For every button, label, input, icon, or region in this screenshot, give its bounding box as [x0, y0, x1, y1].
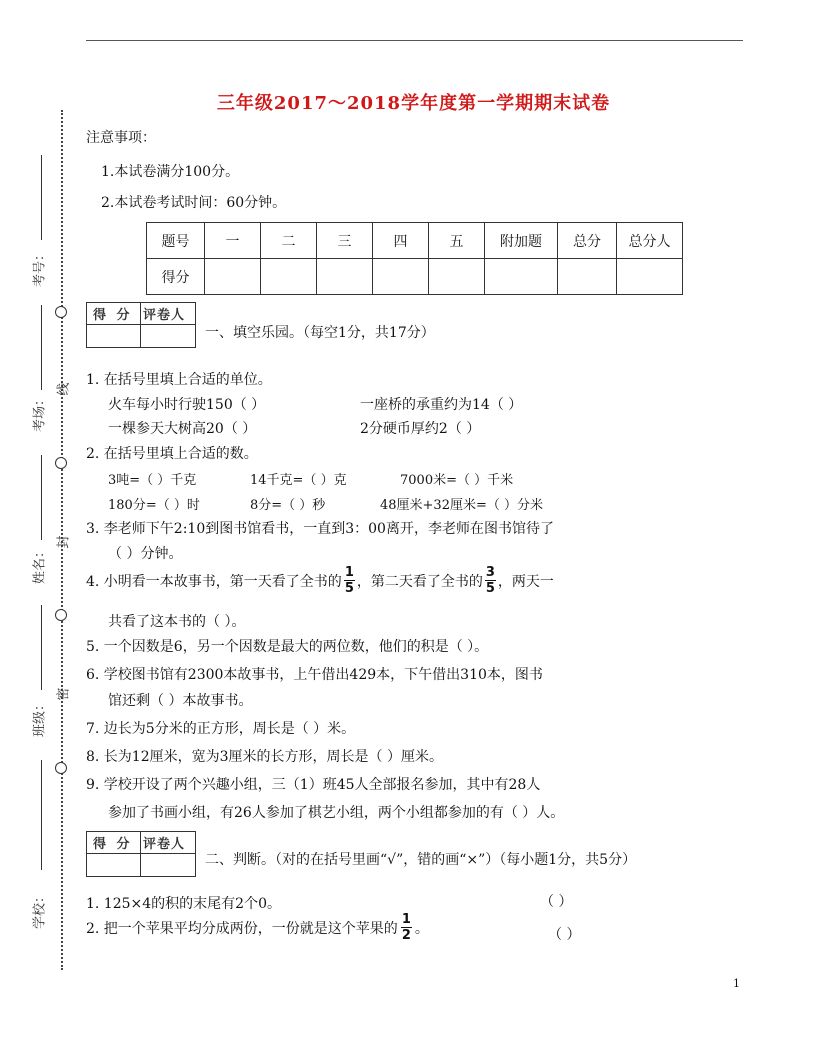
q7: 7. 边长为5分米的正方形，周长是（ ）米。 — [86, 721, 356, 737]
score-box-divider — [140, 832, 141, 876]
q1-item-b: 一座桥的承重约为14（ ） — [360, 397, 523, 413]
score-cell[interactable] — [485, 259, 558, 295]
fraction-numerator: 1 — [344, 565, 354, 580]
q6-line2: 馆还剩（ ）本故事书。 — [108, 693, 253, 709]
score-table-header: 三 — [317, 223, 373, 259]
binding-hole-icon — [55, 306, 67, 318]
score-table-header: 五 — [429, 223, 485, 259]
score-table — [146, 222, 683, 295]
side-label-school: 学校： — [32, 890, 48, 930]
fraction-denominator: 2 — [401, 928, 411, 943]
score-box-grader-label: 评卷人 — [143, 308, 186, 323]
q9-line2: 参加了书画小组，有26人参加了棋艺小组，两个小组都参加的有（ ）人。 — [108, 805, 565, 821]
notes-item-1: 1.本试卷满分100分。 — [101, 164, 240, 180]
fraction-denominator: 5 — [344, 581, 354, 596]
q4-text-part2: ，第二天看了全书的 — [356, 573, 483, 590]
q3-line2: （ ）分钟。 — [108, 546, 183, 562]
score-cell[interactable] — [317, 259, 373, 295]
section1-heading: 一、填空乐园。（每空1分，共17分） — [205, 325, 435, 341]
s2-q2-text: 2. 把一个苹果平均分成两份，一份就是这个苹果的 — [86, 920, 398, 937]
exam-no-fill-line[interactable] — [41, 155, 42, 240]
score-table-header: 总分人 — [617, 223, 683, 259]
fraction-denominator: 5 — [485, 581, 495, 596]
q3-line1: 3. 李老师下午2:10到图书馆看书，一直到3：00离开，李老师在图书馆待了 — [86, 521, 554, 537]
q9-line1: 9. 学校开设了两个兴趣小组，三（1）班45人全部报名参加，其中有28人 — [86, 777, 541, 793]
score-cell[interactable] — [205, 259, 261, 295]
score-box-divider — [140, 303, 141, 347]
score-table-row-label: 得分 — [147, 259, 205, 295]
binding-hole-icon — [55, 609, 67, 621]
side-label-name: 姓名： — [32, 545, 48, 585]
score-table-header: 附加题 — [485, 223, 558, 259]
q2-item-c: 7000米=（ ）千米 — [400, 473, 514, 488]
score-table-header: 四 — [373, 223, 429, 259]
q2-item-f: 48厘米+32厘米=（ ）分米 — [380, 498, 544, 513]
notes-heading: 注意事项： — [86, 130, 156, 146]
fraction-numerator: 1 — [401, 912, 411, 927]
score-table-header: 题号 — [147, 223, 205, 259]
q2-stem: 2. 在括号里填上合适的数。 — [86, 446, 258, 462]
seal-word-seal: 封 — [56, 535, 72, 549]
seal-word-secret: 密 — [56, 687, 72, 701]
score-table-header-row — [147, 223, 683, 259]
page-title: 三年级2017～2018学年度第一学期期末试卷 — [216, 93, 611, 114]
q8: 8. 长为12厘米，宽为3厘米的长方形，周长是（ ）厘米。 — [86, 749, 443, 765]
binding-hole-icon — [55, 762, 67, 774]
score-cell[interactable] — [261, 259, 317, 295]
score-cell[interactable] — [429, 259, 485, 295]
q6-line1: 6. 学校图书馆有2300本故事书，上午借出429本，下午借出310本，图书 — [86, 667, 543, 683]
q2-item-a: 3吨=（ ）千克 — [108, 473, 197, 488]
score-box-grader-label: 评卷人 — [143, 837, 186, 852]
q4-fraction-1 — [344, 566, 355, 595]
q1-item-a: 火车每小时行驶150（ ） — [108, 397, 266, 413]
header-rule — [86, 40, 743, 41]
side-label-exam-no: 考号： — [32, 248, 48, 288]
q4-line1 — [86, 566, 554, 595]
s2-q2-fraction — [401, 913, 412, 942]
score-cell[interactable] — [617, 259, 683, 295]
s2-q2-line — [86, 913, 429, 942]
side-label-class: 班级： — [32, 698, 48, 738]
page-number: 1 — [733, 977, 740, 990]
class-fill-line[interactable] — [41, 605, 42, 690]
score-table-score-row — [147, 259, 683, 295]
fraction-numerator: 3 — [485, 565, 495, 580]
q4-fraction-2 — [485, 566, 496, 595]
school-fill-line[interactable] — [41, 760, 42, 870]
score-table-header: 二 — [261, 223, 317, 259]
score-box-score-label: 得 分 — [93, 837, 133, 852]
score-box-divider — [87, 324, 195, 325]
q1-item-d: 2分硬币厚约2（ ） — [360, 421, 481, 437]
s2-q1-text: 1. 125×4的积的末尾有2个0。 — [86, 896, 281, 912]
q5: 5. 一个因数是6，另一个因数是最大的两位数，他们的积是（ ）。 — [86, 639, 489, 655]
s2-q1-answer-blank[interactable]: （ ） — [540, 894, 573, 910]
q1-stem: 1. 在括号里填上合适的单位。 — [86, 372, 272, 388]
q4-text-part3: ，两天一 — [497, 573, 554, 590]
s2-q2-tail: 。 — [414, 920, 429, 937]
side-label-room: 考场： — [32, 393, 48, 433]
room-fill-line[interactable] — [41, 305, 42, 390]
binding-hole-icon — [55, 457, 67, 469]
score-box-section1 — [86, 302, 196, 348]
seal-word-line: 线 — [56, 382, 72, 396]
score-table-header: 总分 — [558, 223, 617, 259]
q2-item-b: 14千克=（ ）克 — [250, 473, 347, 488]
q4-line2: 共看了这本书的（ ）。 — [108, 614, 246, 630]
score-box-divider — [87, 853, 195, 854]
score-box-score-label: 得 分 — [93, 308, 133, 323]
section2-heading: 二、判断。（对的在括号里画“√”，错的画“×”）（每小题1分，共5分） — [205, 852, 637, 868]
q2-item-d: 180分=（ ）时 — [108, 498, 200, 513]
s2-q2-answer-blank[interactable]: （ ） — [548, 927, 581, 943]
score-cell[interactable] — [558, 259, 617, 295]
score-box-section2 — [86, 831, 196, 877]
score-table-header: 一 — [205, 223, 261, 259]
name-fill-line[interactable] — [41, 455, 42, 540]
notes-item-2: 2.本试卷考试时间：60分钟。 — [101, 195, 287, 211]
q2-item-e: 8分=（ ）秒 — [250, 498, 326, 513]
q1-item-c: 一棵参天大树高20（ ） — [108, 421, 257, 437]
q4-text-part1: 4. 小明看一本故事书，第一天看了全书的 — [86, 573, 342, 590]
score-cell[interactable] — [373, 259, 429, 295]
